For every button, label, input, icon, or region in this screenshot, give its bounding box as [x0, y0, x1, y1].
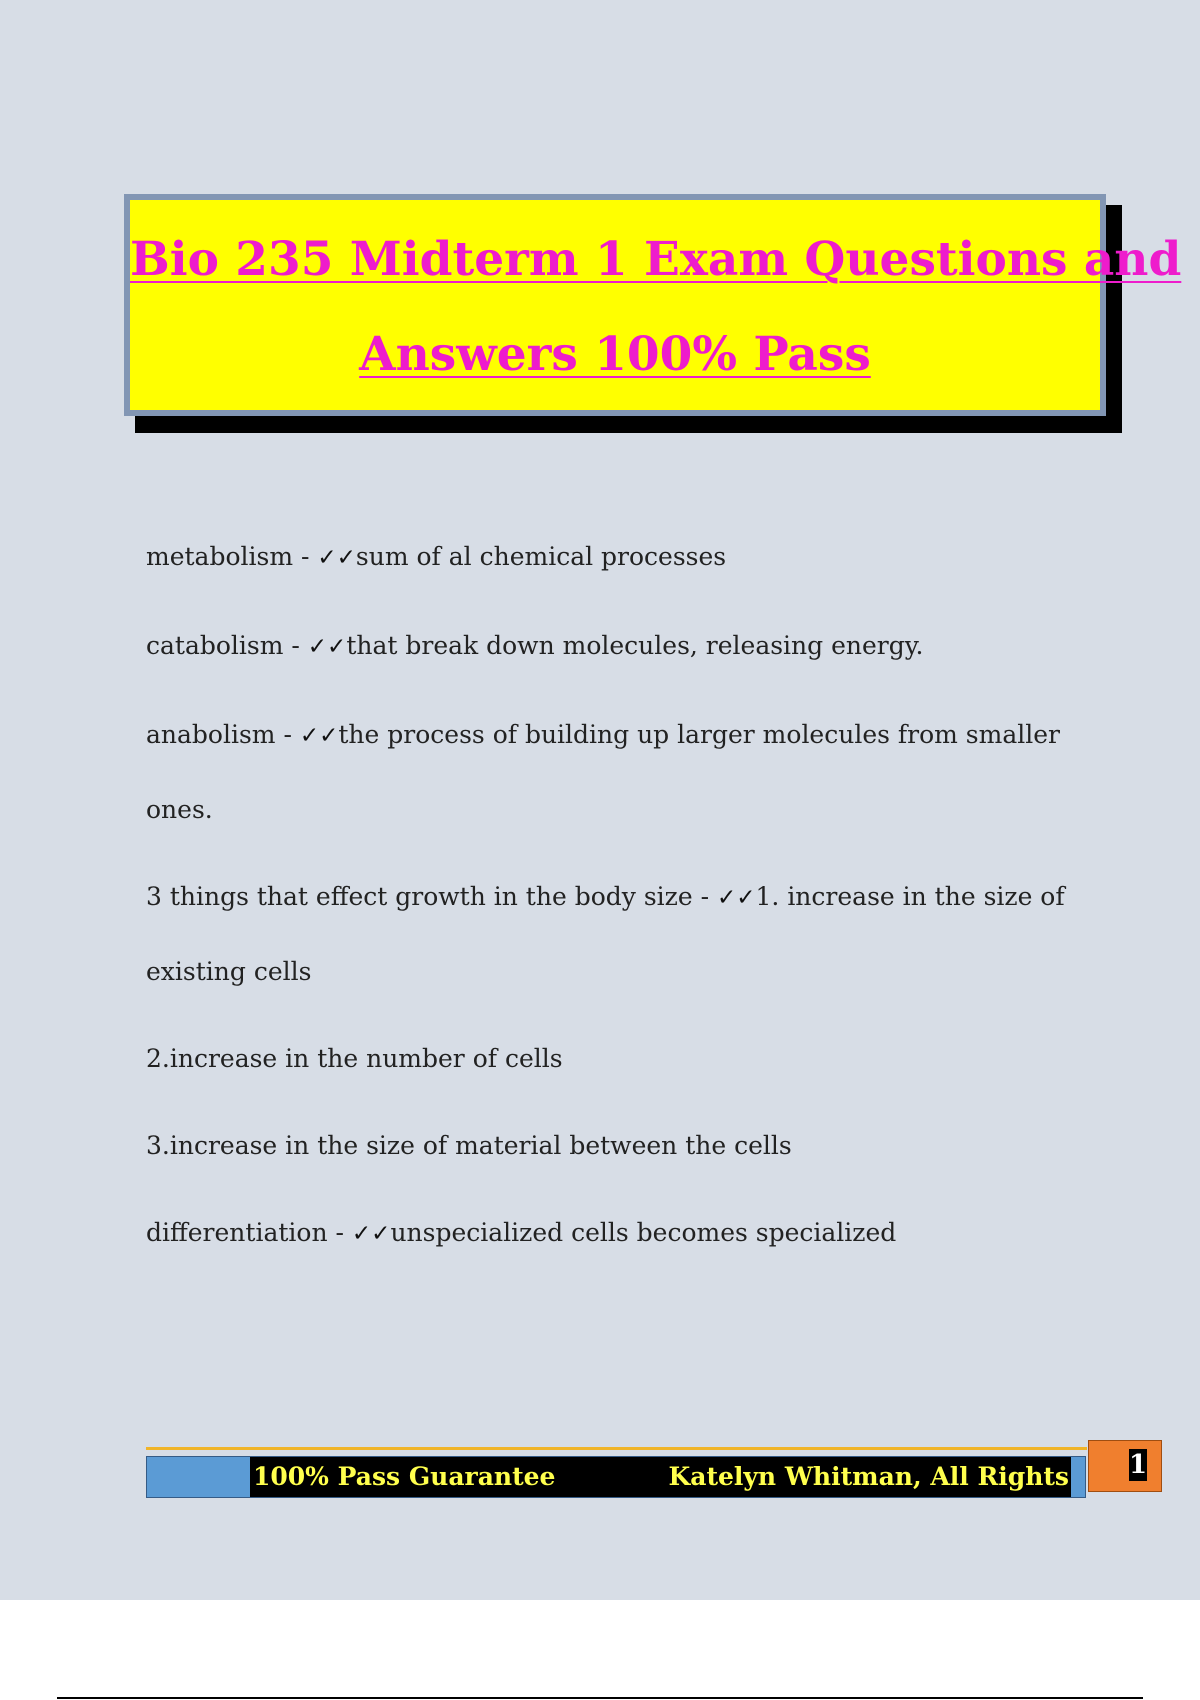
footer-rights-text: Katelyn Whitman, All Rights [668, 1462, 1069, 1491]
entry-answer: sum of al chemical processes [355, 542, 727, 571]
double-check-icon: ✓✓ [351, 1221, 391, 1247]
title-line-1: Bio 235 Midterm 1 Exam Questions and [130, 232, 1182, 287]
footer-guarantee-text: 100% Pass Guarantee [253, 1462, 556, 1491]
page-number-box [1088, 1440, 1162, 1492]
footer-bar [146, 1456, 1086, 1498]
entry-answer: unspecialized cells becomes specialized [390, 1218, 897, 1247]
entry-answer: the process of building up larger molecules from smaller ones. [146, 720, 1060, 824]
qa-entry-growth-item-3: 3.increase in the size of material between the cells [146, 1131, 792, 1160]
double-check-icon: ✓✓ [307, 634, 347, 660]
double-check-icon: ✓✓ [299, 723, 339, 749]
qa-entry-differentiation [146, 1196, 1076, 1271]
entry-answer: that break down molecules, releasing energy. [346, 631, 924, 660]
qa-entry-metabolism [146, 520, 1076, 595]
double-check-icon: ✓✓ [317, 545, 356, 571]
entry-term: metabolism - [146, 542, 318, 571]
entry-term: anabolism - [146, 720, 300, 749]
qa-entry-anabolism [146, 698, 1076, 846]
page-number: 1 [1129, 1450, 1148, 1480]
entry-term: 3 things that effect growth in the body size - [146, 882, 717, 911]
bottom-divider [57, 1697, 1143, 1699]
entry-term: catabolism - [146, 631, 308, 660]
qa-entry-growth [146, 860, 1076, 1008]
qa-content [146, 520, 1076, 1285]
qa-entry-catabolism [146, 609, 1076, 684]
entry-answer: 1. increase in the size of existing cells [146, 882, 1065, 986]
qa-entry-growth-item-2: 2.increase in the number of cells [146, 1044, 563, 1073]
double-check-icon: ✓✓ [716, 885, 756, 911]
title-line-2: Answers 100% Pass [359, 327, 871, 382]
entry-term: differentiation - [146, 1218, 352, 1247]
footer-rule [146, 1447, 1087, 1450]
title-box [124, 194, 1182, 416]
